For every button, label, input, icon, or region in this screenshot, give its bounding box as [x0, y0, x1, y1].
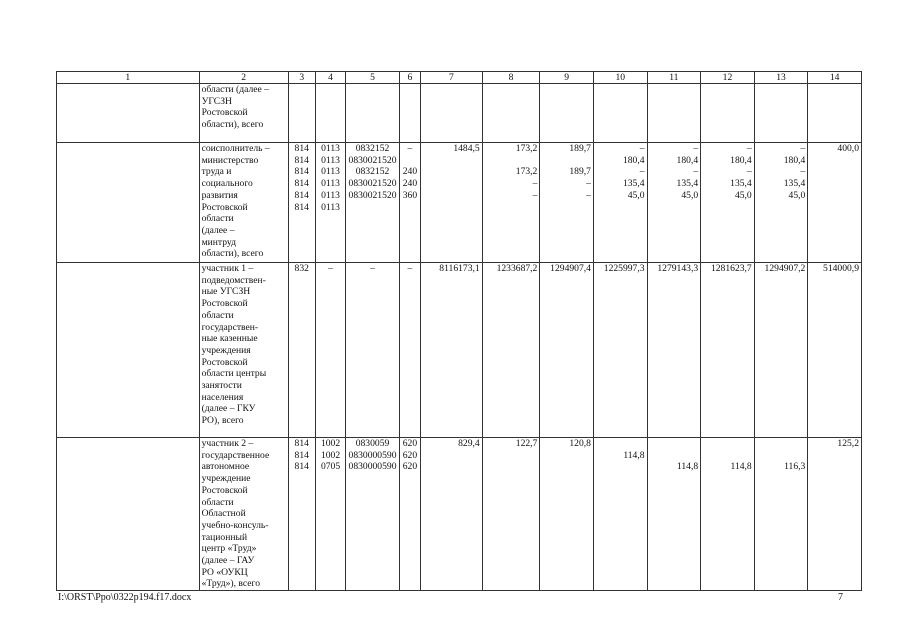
column-header-12: 12 — [701, 72, 755, 84]
table-cell-col7: 829,4 — [421, 438, 483, 591]
column-header-14: 14 — [808, 72, 862, 84]
table-cell-col10 — [593, 84, 647, 143]
table-cell-col1 — [57, 84, 200, 143]
table-row — [57, 438, 862, 591]
table-row — [57, 263, 862, 438]
page-number: 7 — [838, 592, 843, 603]
column-header-2: 2 — [199, 72, 288, 84]
column-header-9: 9 — [540, 72, 594, 84]
table-cell-col9: 189,7 189,7 – – — [540, 143, 594, 263]
table-cell-col13 — [754, 84, 808, 143]
table-cell-col2: соисполнитель – министерство труда и социального развития Ростовской области (далее – минтруд области), всего — [199, 143, 288, 263]
table-cell-col11: – 180,4 – 135,4 45,0 — [647, 143, 701, 263]
table-cell-col13: 1294907,2 — [754, 263, 808, 438]
table-cell-col10: 1225997,3 — [593, 263, 647, 438]
table-cell-col5 — [346, 84, 400, 143]
table-cell-col5: – — [346, 263, 400, 438]
budget-table — [56, 71, 862, 591]
table-cell-col1 — [57, 263, 200, 438]
table-cell-col14 — [808, 84, 862, 143]
table-cell-col9 — [540, 84, 594, 143]
table-cell-col6: – 240 240 360 — [399, 143, 420, 263]
column-header-3: 3 — [288, 72, 315, 84]
table-cell-col11 — [647, 84, 701, 143]
table-cell-col4: 0113 0113 0113 0113 0113 0113 — [315, 143, 345, 263]
column-header-11: 11 — [647, 72, 701, 84]
table-cell-col3 — [288, 84, 315, 143]
column-header-4: 4 — [315, 72, 345, 84]
table-cell-col9: 120,8 — [540, 438, 594, 591]
table-cell-col8 — [482, 84, 540, 143]
table-cell-col10: – 180,4 – 135,4 45,0 — [593, 143, 647, 263]
table-cell-col4 — [315, 84, 345, 143]
table-cell-col2: участник 1 – подведомствен- ные УГСЗН Ростовской области государствен- ные казенные учреждения Ростовской области центры занятости населения (далее – ГКУ РО), всего — [199, 263, 288, 438]
table-cell-col14: 514000,9 — [808, 263, 862, 438]
table-cell-col7: 1484,5 — [421, 143, 483, 263]
column-header-6: 6 — [399, 72, 420, 84]
table-cell-col12: 1281623,7 — [701, 263, 755, 438]
table-cell-col5: 0832152 0830021520 0832152 0830021520 0830021520 — [346, 143, 400, 263]
table-cell-col6: 620 620 620 — [399, 438, 420, 591]
file-path: I:\ORST\Ppo\0322p194.f17.docx — [58, 592, 192, 603]
table-cell-col2: области (далее – УГСЗН Ростовской области), всего — [199, 84, 288, 143]
table-cell-col6 — [399, 84, 420, 143]
table-cell-col13: – 180,4 – 135,4 45,0 — [754, 143, 808, 263]
table-cell-col6: – — [399, 263, 420, 438]
table-cell-col12 — [701, 84, 755, 143]
header-row — [57, 72, 862, 84]
table-cell-col8: 1233687,2 — [482, 263, 540, 438]
table-cell-col1 — [57, 143, 200, 263]
table-body — [57, 72, 862, 591]
table-cell-col1 — [57, 438, 200, 591]
column-header-10: 10 — [593, 72, 647, 84]
table-cell-col3: 814 814 814 — [288, 438, 315, 591]
table-cell-col2: участник 2 – государственное автономное учреждение Ростовской области Областной учебно-консуль- тационный центр «Труд» (далее – ГАУ РО «ОУКЦ «Труд»), всего — [199, 438, 288, 591]
table-row — [57, 143, 862, 263]
table-cell-col8: 173,2 173,2 – – — [482, 143, 540, 263]
table-cell-col7 — [421, 84, 483, 143]
table-cell-col12: 114,8 — [701, 438, 755, 591]
table-cell-col11: 1279143,3 — [647, 263, 701, 438]
table-cell-col4: 1002 1002 0705 — [315, 438, 345, 591]
table-cell-col8: 122,7 — [482, 438, 540, 591]
table-cell-col3: 814 814 814 814 814 814 — [288, 143, 315, 263]
table-cell-col7: 8116173,1 — [421, 263, 483, 438]
table-cell-col10: 114,8 — [593, 438, 647, 591]
table-cell-col4: – — [315, 263, 345, 438]
table-cell-col12: – 180,4 – 135,4 45,0 — [701, 143, 755, 263]
column-header-8: 8 — [482, 72, 540, 84]
column-header-5: 5 — [346, 72, 400, 84]
column-header-13: 13 — [754, 72, 808, 84]
table-cell-col5: 0830059 0830000590 0830000590 — [346, 438, 400, 591]
table-cell-col13: 116,3 — [754, 438, 808, 591]
table-cell-col9: 1294907,4 — [540, 263, 594, 438]
table-row — [57, 84, 862, 143]
column-header-7: 7 — [421, 72, 483, 84]
table-cell-col14: 125,2 — [808, 438, 862, 591]
table-cell-col11: 114,8 — [647, 438, 701, 591]
table-cell-col3: 832 — [288, 263, 315, 438]
table-cell-col14: 400,0 — [808, 143, 862, 263]
column-header-1: 1 — [57, 72, 200, 84]
